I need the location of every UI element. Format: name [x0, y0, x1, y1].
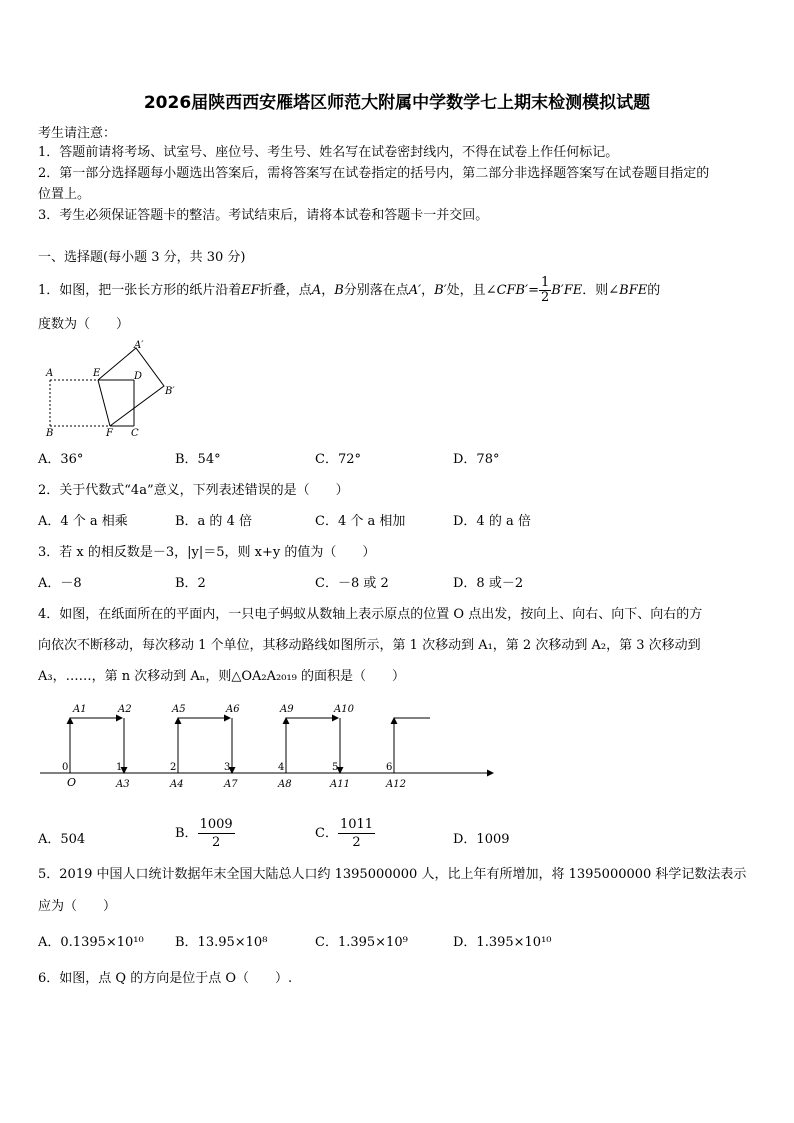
notice-item-2: 2．第一部分选择题每小题选出答案后，需将答案写在试卷指定的括号内，第二部分非选择题答案写在试卷题目指定的 [38, 166, 710, 181]
tick-label-5: 5 [332, 762, 339, 773]
q5-stem-line1: 5．2019 中国人口统计数据年末全国大陆总人口约 1395000000 人，比上年有所增加，将 1395000000 科学记数法表示 [38, 867, 747, 882]
q1-figure [38, 338, 188, 440]
notice-heading: 考生请注意： [38, 126, 117, 141]
point-label-A3: A3 [116, 779, 130, 790]
point-label-A5: A5 [172, 704, 186, 715]
q4-stem-line3: A₃，……，第 n 次移动到 Aₙ，则△OA₂A₂₀₁₉ 的面积是（ ） [38, 669, 406, 684]
q4-option-a: A．504 [38, 832, 86, 847]
q5-stem-line2: 应为（ ） [38, 899, 117, 914]
q2-option-c: C．4 个 a 相加 [315, 514, 406, 529]
tick-label-4: 4 [278, 762, 285, 773]
tick-label-3: 3 [224, 762, 231, 773]
q2-option-d: D．4 的 a 倍 [453, 514, 531, 529]
q6-stem: 6．如图，点 Q 的方向是位于点 O（ ）. [38, 971, 293, 986]
point-label-A9: A9 [280, 704, 294, 715]
label-B-prime: B′ [165, 386, 175, 397]
q5-option-d: D．1.395×10¹⁰ [453, 935, 552, 950]
q4-option-b: B． $\frac{1009}{2}$ [175, 817, 233, 850]
tick-label-2: 2 [170, 762, 177, 773]
q1-stem: 1．如图，把一张长方形的纸片沿着EF折叠，点A，B分别落在点A′，B′处，且∠CFB′= $\frac{1}{2}$ B′FE．则∠BFE的 [38, 275, 661, 305]
section-heading: 一、选择题(每小题 3 分，共 30 分) [38, 250, 246, 265]
notice-item-1: 1．答题前请将考场、试室号、座位号、考生号、姓名写在试卷密封线内，不得在试卷上作任何标记。 [38, 145, 619, 160]
label-E: E [93, 368, 101, 379]
q3-option-a: A．－8 [38, 576, 82, 591]
q1-option-a: A．36° [38, 452, 84, 467]
page-title: 2026届陕西西安雁塔区师范大附属中学数学七上期末检测模拟试题 [143, 93, 651, 113]
label-D: D [134, 371, 143, 382]
q1-option-b: B．54° [175, 452, 221, 467]
point-label-A4: A4 [170, 779, 184, 790]
q4-stem-line2: 向依次不断移动，每次移动 1 个单位，其移动路线如图所示，第 1 次移动到 A₁，第 2 次移动到 A₂，第 3 次移动到 [38, 638, 701, 653]
q5-option-a: A．0.1395×10¹⁰ [38, 935, 144, 950]
point-label-A7: A7 [224, 779, 238, 790]
point-label-A12: A12 [386, 779, 406, 790]
q5-option-c: C．1.395×10⁹ [315, 935, 408, 950]
q1-option-d: D．78° [453, 452, 500, 467]
tick-label-1: 1 [116, 762, 123, 773]
label-F: F [106, 428, 113, 439]
label-B: B [46, 428, 54, 439]
q2-stem: 2．关于代数式“4a”意义，下列表述错误的是（ ） [38, 483, 349, 498]
q4-option-d: D．1009 [453, 832, 510, 847]
q4-stem-line1: 4．如图，在纸面所在的平面内，一只电子蚂蚁从数轴上表示原点的位置 O 点出发，按向上、向右、向下、向右的方 [38, 607, 703, 622]
label-C: C [131, 428, 139, 439]
q2-option-a: A．4 个 a 相乘 [38, 514, 128, 529]
point-label-A10: A10 [334, 704, 354, 715]
tick-label-0: 0 [62, 762, 69, 773]
q3-option-b: B．2 [175, 576, 206, 591]
q2-option-b: B．a 的 4 倍 [175, 514, 252, 529]
q3-option-d: D．8 或－2 [453, 576, 524, 591]
q1-option-c: C．72° [315, 452, 361, 467]
q5-option-b: B．13.95×10⁸ [175, 935, 268, 950]
notice-item-2-cont: 位置上。 [38, 187, 91, 202]
ant-path [70, 718, 430, 773]
figure-labels [62, 704, 406, 790]
point-label-A11: A11 [330, 779, 350, 790]
point-label-A1: A1 [73, 704, 87, 715]
tick-label-6: 6 [386, 762, 393, 773]
label-A: A [46, 368, 54, 379]
q3-stem: 3．若 x 的相反数是－3，|y|＝5，则 x+y 的值为（ ） [38, 545, 376, 560]
q3-option-c: C．－8 或 2 [315, 576, 389, 591]
point-label-A2: A2 [118, 704, 132, 715]
q4-option-c: C． $\frac{1011}{2}$ [315, 817, 374, 850]
q1-fraction: $\frac{1}{2}$ [540, 275, 550, 305]
label-A-prime: A′ [134, 340, 144, 351]
point-label-A6: A6 [226, 704, 240, 715]
q4-figure [38, 696, 502, 796]
point-label-A8: A8 [278, 779, 292, 790]
origin-label: O [67, 776, 77, 789]
notice-item-3: 3．考生必须保证答题卡的整洁。考试结束后，请将本试卷和答题卡一并交回。 [38, 208, 489, 223]
q1-stem-line2: 度数为（ ） [38, 317, 130, 332]
